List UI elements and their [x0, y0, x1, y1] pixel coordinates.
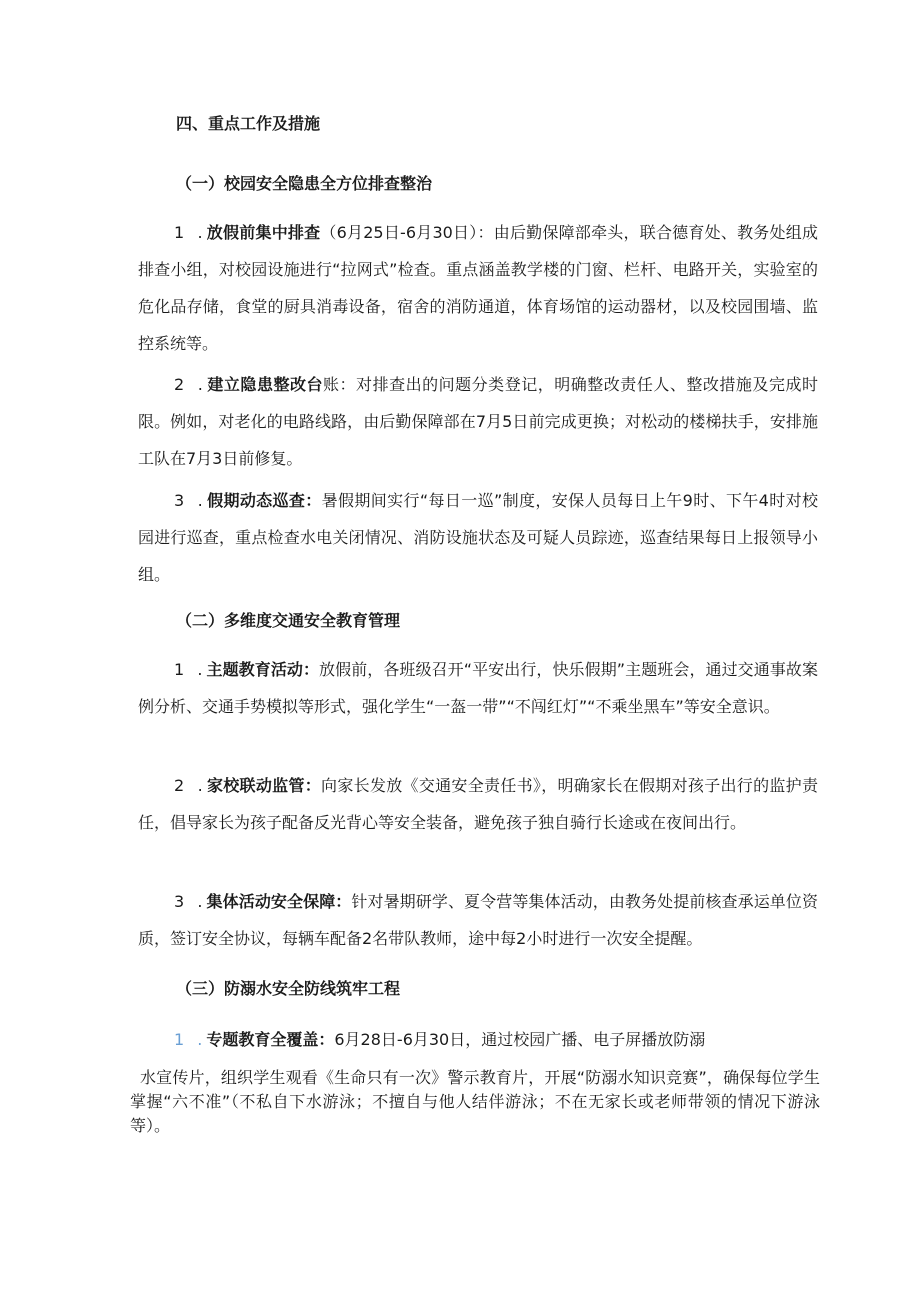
item-text: 6月28日-6月30日，通过校园广播、电子屏播放防溺 [334, 1030, 706, 1049]
subsection-heading-1: （一）校园安全隐患全方位排查整治 [176, 174, 433, 193]
item-number: 3 . [174, 892, 207, 911]
paragraph-2-2 [138, 767, 818, 841]
paragraph-2-1 [138, 651, 818, 725]
item-number: 1 . [174, 1030, 207, 1049]
item-number: 2 . [174, 375, 207, 394]
item-text: 账：对排查出的问题分类登记，明确整改责任人、整改措施及完成时限。例如，对老化的电路线路，由后勤保障部在7月5日前完成更换；对松动的楼梯扶手，安排施工队在7月3日前修复。 [138, 375, 818, 468]
item-lead: 假期动态巡查： [206, 491, 322, 510]
subsection-heading-3: （三）防溺水安全防线筑牢工程 [176, 979, 401, 998]
item-text: 向家长发放《交通安全责任书》，明确家长在假期对孩子出行的监护责任，倡导家长为孩子配备反光背心等安全装备，避免孩子独自骑行长途或在夜间出行。 [138, 776, 818, 832]
paragraph-1-1 [138, 214, 818, 362]
paragraph-1-3 [138, 482, 818, 593]
item-lead: 主题教育活动： [206, 660, 320, 679]
item-lead: 专题教育全覆盖： [206, 1030, 335, 1049]
paragraph-2-3 [138, 883, 818, 957]
item-text: 针对暑期研学、夏令营等集体活动，由教务处提前核查承运单位资质，签订安全协议，每辆车配备2名带队教师，途中每2小时进行一次安全提醒。 [138, 892, 818, 948]
item-text: 暑假期间实行“每日一巡”制度，安保人员每日上午9时、下午4时对校园进行巡查，重点检查水电关闭情况、消防设施状态及可疑人员踪迹，巡查结果每日上报领导小组。 [138, 491, 818, 584]
item-lead: 放假前集中排查 [206, 223, 321, 242]
paragraph-3-1 [138, 1021, 838, 1058]
item-text: （6月25日-6月30日）：由后勤保障部牵头，联合德育处、教务处组成排查小组，对校园设施进行“拉网式”检查。重点涵盖教学楼的门窗、栏杆、电路开关，实验室的危化品存储，食堂的厨具消毒设备，宿舍的消防通道，体育场馆的运动器材，以及校园围墙、监控系统等。 [138, 223, 818, 353]
section-heading: 四、重点工作及措施 [176, 114, 321, 133]
item-number: 1 . [174, 660, 207, 679]
item-number: 3 . [174, 491, 207, 510]
item-lead: 建立隐患整改台 [206, 375, 324, 394]
item-number: 1 . [174, 223, 207, 242]
item-number: 2 . [174, 776, 207, 795]
subsection-heading-2: （二）多维度交通安全教育管理 [176, 611, 401, 630]
item-text: 放假前，各班级召开“平安出行，快乐假期”主题班会，通过交通事故案例分析、交通手势模拟等形式，强化学生“一盔一带”“不闯红灯”“不乘坐黑车”等安全意识。 [138, 660, 818, 716]
item-lead: 家校联动监管： [206, 776, 322, 795]
paragraph-1-2 [138, 366, 818, 477]
item-lead: 集体活动安全保障： [206, 892, 352, 911]
paragraph-3-continuation: 水宣传片，组织学生观看《生命只有一次》警示教育片，开展“防溺水知识竞赛”，确保每位学生掌握“六不准”（不私自下水游泳；不擅自与他人结伴游泳；不在无家长或老师带领的情况下游泳等）。 [130, 1068, 820, 1135]
